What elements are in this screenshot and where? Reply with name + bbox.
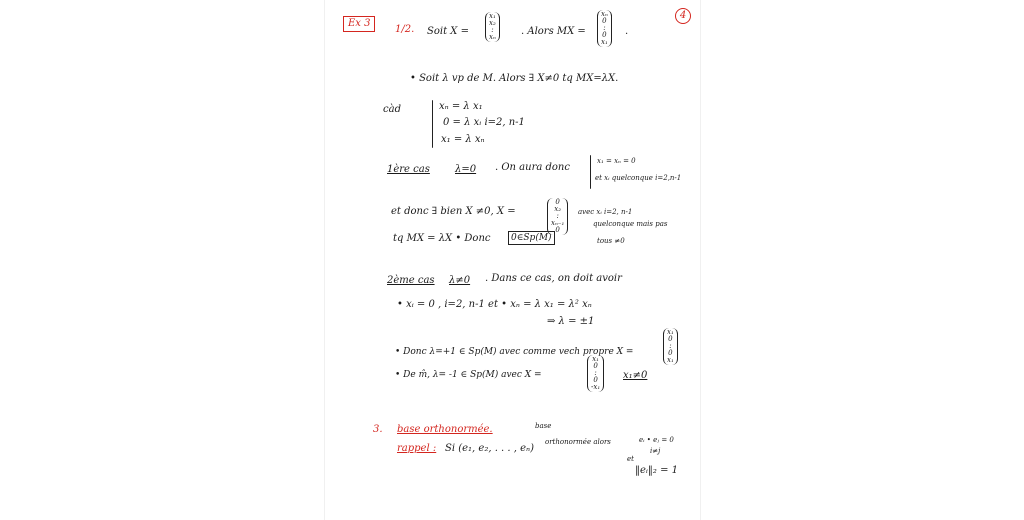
- system-eq-1: xₙ = λ x₁: [439, 101, 483, 112]
- case-1-brace: [590, 155, 591, 189]
- document-page: [325, 0, 700, 520]
- case-2-text: . Dans ce cas, on doit avoir: [485, 273, 622, 284]
- case-2-bullets: • xᵢ = 0 , i=2, n-1 et • xₙ = λ x₁ = λ² xₙ: [397, 299, 592, 310]
- quelconque-1: quelconque mais pas: [593, 220, 668, 228]
- vector-eigen-minus: x₁ 0 : 0 -x₁: [587, 355, 604, 392]
- avec-xi: avec xᵢ i=2, n-1: [578, 208, 633, 216]
- rappel-label: rappel :: [397, 443, 437, 454]
- case-1-eq-1: x₁ = xₙ = 0: [597, 157, 636, 165]
- et-donc-line: et donc ∃ bien X ≠0, X =: [391, 206, 516, 217]
- case-1-text: . On aura donc: [495, 162, 570, 173]
- case-1-eq-2: et xᵢ quelconque i=2,n-1: [595, 174, 682, 182]
- part-label: 1/2.: [395, 24, 415, 35]
- zero-in-spectrum-box: 0∈Sp(M): [508, 231, 555, 245]
- case-1-condition: λ=0: [455, 164, 477, 175]
- case-2-condition: λ≠0: [449, 275, 471, 286]
- donc-lambda-plus: • Donc λ=+1 ∈ Sp(M) avec comme vech propre X =: [395, 347, 634, 357]
- case-1-label: 1ère cas: [387, 164, 430, 175]
- section-3-title: base orthonormée.: [397, 424, 493, 435]
- cad-label: càd: [383, 104, 401, 115]
- vector-eigen-plus: x₁ 0 : 0 x₁: [663, 328, 678, 365]
- de-meme-lambda-minus: • De m̂, λ= -1 ∈ Sp(M) avec X =: [395, 370, 542, 380]
- system-brace: [432, 100, 433, 148]
- vector-mx: xₙ 0 : 0 x₁: [597, 10, 612, 47]
- page-number: 4: [675, 8, 691, 24]
- system-eq-2: 0 = λ xᵢ i=2, n-1: [443, 117, 525, 128]
- base-annotation: base: [535, 422, 552, 430]
- quelconque-2: tous ≠0: [597, 237, 625, 245]
- et-label: et: [627, 455, 634, 463]
- condition-i-ne-j: i≠j: [650, 447, 661, 455]
- orthonormee-alors: orthonormée alors: [545, 438, 611, 446]
- rappel-family: Si (e₁, e₂, . . . , eₙ): [445, 443, 534, 454]
- soit-lambda-line: • Soit λ vp de M. Alors ∃ X≠0 tq MX=λX.: [410, 73, 619, 84]
- x1-nonzero: x₁≠0: [623, 370, 648, 381]
- vector-x: x₁ x₂ : xₙ: [485, 12, 500, 42]
- line1-end: .: [625, 26, 629, 37]
- case-2-label: 2ème cas: [387, 275, 435, 286]
- alors-mx: . Alors MX =: [521, 26, 586, 37]
- section-3-number: 3.: [373, 424, 383, 435]
- condition-orthogonal: eᵢ • eⱼ = 0: [639, 436, 674, 444]
- condition-norm: ‖eᵢ‖₂ = 1: [635, 465, 679, 476]
- tq-line: tq MX = λX • Donc: [393, 233, 491, 244]
- exercise-label: Ex 3: [343, 16, 375, 32]
- soit-x: Soit X =: [427, 26, 469, 37]
- lambda-plus-minus: ⇒ λ = ±1: [547, 316, 595, 327]
- vector-x-case1: 0 x₂ : xₙ₋₁ 0: [547, 198, 568, 235]
- system-eq-3: x₁ = λ xₙ: [441, 134, 485, 145]
